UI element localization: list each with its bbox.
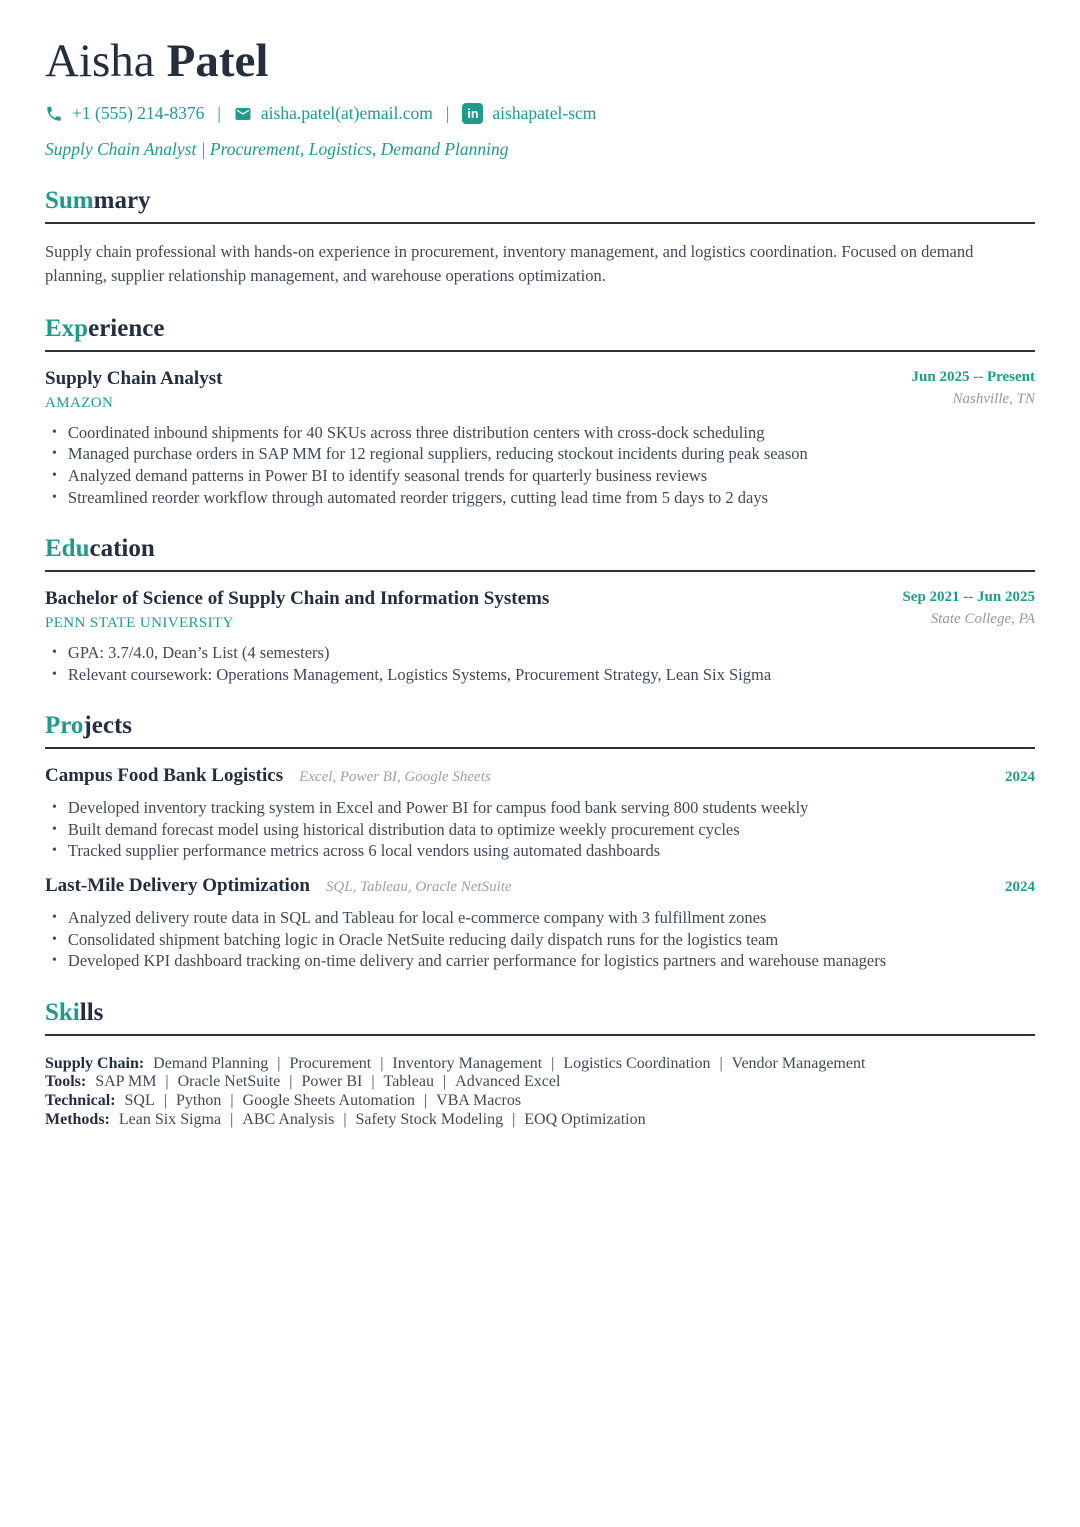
- pipe-separator: |: [217, 103, 221, 124]
- bullet-item: [45, 929, 1035, 951]
- pipe-separator: |: [380, 1054, 384, 1072]
- section-title-rest: mary: [93, 187, 151, 215]
- project-name: Last-Mile Delivery Optimization: [45, 874, 310, 896]
- section-title-rest: cation: [89, 535, 155, 563]
- education-entry: [45, 588, 1035, 685]
- bullet-item: [45, 465, 1035, 487]
- section-projects: [45, 712, 1035, 972]
- contact-row: [45, 103, 1035, 124]
- project-name: Campus Food Bank Logistics: [45, 765, 284, 787]
- bullet-dot: •: [52, 446, 57, 462]
- skill-row-tools: [45, 1073, 1035, 1092]
- section-title-skills: [45, 999, 1035, 1036]
- section-education: [45, 535, 1035, 685]
- bullet-text: Tracked supplier performance metrics across 6 local vendors using automated dashboards: [67, 841, 661, 861]
- section-title-rest: lls: [79, 998, 104, 1026]
- degree-title: Bachelor of Science of Supply Chain and Information Systems: [45, 588, 550, 610]
- pipe-separator: |: [163, 1091, 167, 1109]
- pipe-separator: |: [343, 1110, 347, 1128]
- job-title: Supply Chain Analyst: [45, 368, 223, 390]
- location: Nashville, TN: [952, 391, 1035, 408]
- skill-item: Vendor Management: [731, 1054, 866, 1072]
- section-skills: [45, 999, 1035, 1129]
- summary-paragraph: Supply chain professional with hands-on experience in procurement, inventory management, and logistics coordination. Focused on demand planning, supplier relationship management, and warehouse operations optimization.: [45, 242, 974, 286]
- section-title-accent: Pro: [45, 712, 84, 740]
- phone-icon: [45, 105, 63, 123]
- school-name: PENN STATE UNIVERSITY: [45, 615, 234, 632]
- skill-row-supply-chain: [45, 1055, 1035, 1074]
- pipe-separator: |: [289, 1073, 293, 1091]
- bullet-dot: •: [52, 931, 57, 947]
- bullet-item: [45, 907, 1035, 929]
- skill-item: Logistics Coordination: [563, 1054, 711, 1072]
- project-entry: [45, 875, 1035, 972]
- section-title-accent: Ski: [45, 998, 80, 1026]
- bullet-item: [45, 422, 1035, 444]
- section-title-accent: Exp: [45, 315, 89, 343]
- bullet-dot: •: [52, 800, 57, 816]
- skill-row-technical: [45, 1092, 1035, 1111]
- bullet-item: [45, 840, 1035, 862]
- bullet-item: [45, 819, 1035, 841]
- skill-category-label: Methods:: [45, 1110, 110, 1128]
- section-title-rest: erience: [88, 315, 165, 343]
- section-title-accent: Sum: [45, 187, 94, 215]
- skill-item: Oracle NetSuite: [177, 1073, 281, 1091]
- bullet-text: Analyzed delivery route data in SQL and Tableau for local e-commerce company with 3 fulfillment zones: [67, 907, 767, 927]
- bullet-text: Built demand forecast model using historical distribution data to optimize weekly procurement cycles: [67, 819, 740, 839]
- skill-item: SQL: [124, 1091, 155, 1109]
- pipe-separator: |: [442, 1073, 447, 1091]
- project-entry: [45, 765, 1035, 862]
- bullet-dot: •: [52, 645, 57, 661]
- project-year: 2024: [1005, 769, 1035, 786]
- skill-item: Python: [175, 1091, 222, 1109]
- skill-item: Advanced Excel: [455, 1073, 561, 1091]
- skill-category-label: Supply Chain:: [45, 1054, 145, 1072]
- bullet-text: Developed inventory tracking system in Excel and Power BI for campus food bank serving 800 students weekly: [67, 798, 809, 818]
- last-name: Patel: [166, 35, 269, 87]
- skill-item: Tableau: [383, 1073, 434, 1091]
- company-name: AMAZON: [45, 394, 114, 411]
- bullet-text: Developed KPI dashboard tracking on-time delivery and carrier performance for logistics partners and warehouse managers: [67, 951, 887, 971]
- tagline: Supply Chain Analyst | Procurement, Logistics, Demand Planning: [45, 139, 509, 160]
- linkedin-link[interactable]: [462, 103, 596, 124]
- bullet-text: Consolidated shipment batching logic in Oracle NetSuite reducing daily dispatch runs for the logistics team: [67, 929, 779, 949]
- pipe-separator: |: [551, 1054, 555, 1072]
- bullet-item: [45, 443, 1035, 465]
- bullet-dot: •: [52, 666, 57, 682]
- section-title-education: [45, 535, 1035, 572]
- bullet-item: [45, 642, 1035, 664]
- skill-item: Procurement: [289, 1054, 372, 1072]
- linkedin-handle: aishapatel-scm: [492, 103, 597, 124]
- pipe-separator: |: [230, 1091, 234, 1109]
- email-link[interactable]: [234, 103, 433, 124]
- skill-row-methods: [45, 1111, 1035, 1130]
- pipe-separator: |: [423, 1091, 428, 1109]
- skill-item: VBA Macros: [436, 1091, 522, 1109]
- date-range: Jun 2025 -- Present: [911, 369, 1035, 386]
- section-title-accent: Edu: [45, 535, 90, 563]
- location: State College, PA: [930, 611, 1035, 628]
- skill-item: ABC Analysis: [242, 1110, 335, 1128]
- pipe-separator: |: [277, 1054, 281, 1072]
- bullet-item: [45, 487, 1035, 509]
- skill-item: Lean Six Sigma: [118, 1110, 222, 1128]
- mail-icon: [234, 105, 252, 123]
- section-experience: [45, 315, 1035, 508]
- date-range: Sep 2021 -- Jun 2025: [902, 589, 1035, 606]
- bullet-text: Relevant coursework: Operations Management, Logistics Systems, Procurement Strategy, Lean Six Sigma: [67, 664, 772, 684]
- section-title-summary: [45, 187, 1035, 224]
- education-bullets: [45, 642, 1035, 685]
- first-name: Aisha: [45, 35, 155, 87]
- pipe-separator: |: [230, 1110, 234, 1128]
- project-stack: SQL, Tableau, Oracle NetSuite: [325, 878, 512, 895]
- pipe-separator: |: [371, 1073, 375, 1091]
- phone-link[interactable]: [45, 103, 204, 124]
- skill-item: Google Sheets Automation: [242, 1091, 415, 1109]
- project-bullets: [45, 797, 1035, 862]
- bullet-dot: •: [52, 489, 57, 505]
- page-title: [45, 34, 1035, 88]
- skill-item: EOQ Optimization: [524, 1110, 646, 1128]
- project-year: 2024: [1005, 878, 1035, 895]
- bullet-text: Analyzed demand patterns in Power BI to identify seasonal trends for quarterly business reviews: [67, 466, 708, 486]
- pipe-separator: |: [719, 1054, 723, 1072]
- skill-item: SAP MM: [95, 1073, 157, 1091]
- bullet-text: Coordinated inbound shipments for 40 SKUs across three distribution centers with cross-dock scheduling: [67, 422, 765, 442]
- skill-item: Safety Stock Modeling: [355, 1110, 504, 1128]
- bullet-dot: •: [52, 468, 57, 484]
- bullet-text: Managed purchase orders in SAP MM for 12 regional suppliers, reducing stockout incidents during peak season: [67, 444, 808, 464]
- experience-bullets: [45, 422, 1035, 508]
- bullet-dot: •: [52, 909, 57, 925]
- pipe-separator: |: [512, 1110, 516, 1128]
- bullet-dot: •: [52, 821, 57, 837]
- pipe-separator: |: [165, 1073, 169, 1091]
- bullet-dot: •: [52, 843, 57, 859]
- skill-item: Power BI: [301, 1073, 363, 1091]
- skill-item: Inventory Management: [392, 1054, 543, 1072]
- bullet-item: [45, 664, 1035, 686]
- pipe-separator: |: [445, 103, 450, 124]
- project-stack: Excel, Power BI, Google Sheets: [299, 769, 491, 786]
- bullet-item: [45, 950, 1035, 972]
- linkedin-icon: in: [462, 103, 483, 124]
- section-title-experience: [45, 315, 1035, 352]
- skill-item: Demand Planning: [153, 1054, 269, 1072]
- phone-number: +1 (555) 214-8376: [72, 103, 205, 124]
- bullet-text: Streamlined reorder workflow through automated reorder triggers, cutting lead time from 5 days to 2 days: [67, 487, 769, 507]
- section-summary: [45, 187, 1035, 288]
- email-address: aisha.patel(at)email.com: [260, 103, 433, 124]
- bullet-dot: •: [52, 953, 57, 969]
- section-title-projects: [45, 712, 1035, 749]
- skill-category-label: Tools:: [45, 1073, 87, 1091]
- project-bullets: [45, 907, 1035, 972]
- bullet-text: GPA: 3.7/4.0, Dean’s List (4 semesters): [67, 643, 330, 663]
- bullet-dot: •: [52, 424, 57, 440]
- experience-entry: [45, 368, 1035, 508]
- skill-category-label: Technical:: [45, 1091, 116, 1109]
- bullet-item: [45, 797, 1035, 819]
- section-title-rest: jects: [83, 712, 132, 740]
